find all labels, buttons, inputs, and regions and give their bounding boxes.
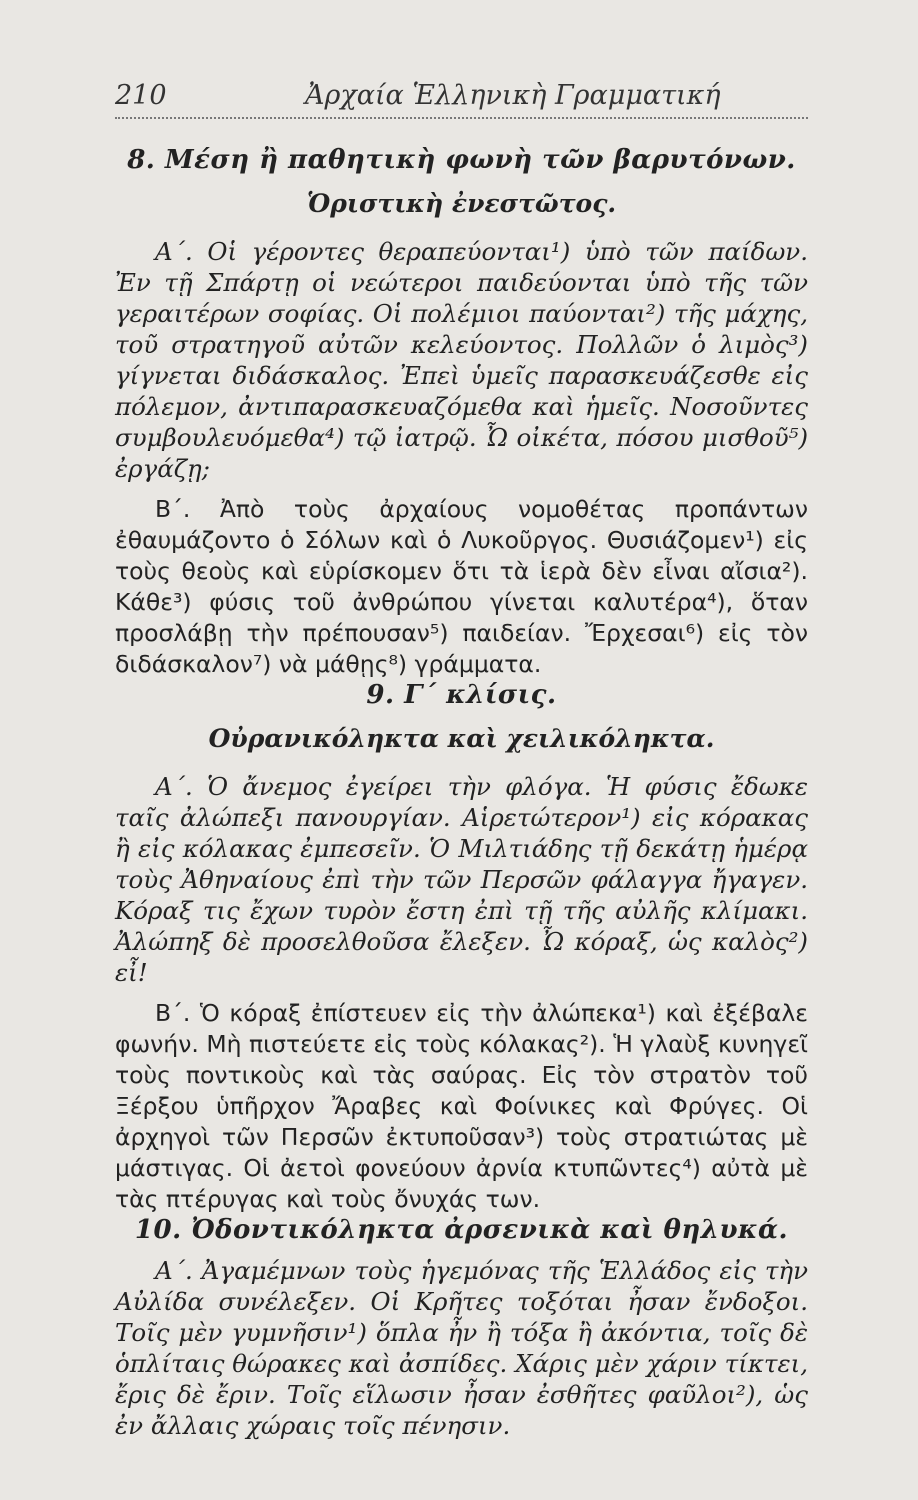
section-9-exercise-a: Α΄. Ὁ ἄνεμος ἐγείρει τὴν φλόγα. Ἡ φύσις ἔδωκε ταῖς ἀλώπεξι πανουργίαν. Αἱρετώτερον¹) εἰς κόρακας ἢ εἰς κόλακας ἐμπεσεῖν. Ὁ Μιλτιάδης τῇ δεκάτῃ ἡμέρᾳ τοὺς Ἀθηναίους ἐπὶ τὴν τῶν Περσῶν φάλαγγα ἤγαγεν. Κόραξ τις ἔχων τυρὸν ἔστη ἐπὶ τῇ τῆς αὐλῆς κλίμακι. Ἀλώπηξ δὲ προσελθοῦσα ἔλεξεν. Ὦ κόραξ, ὡς καλὸς²) εἶ! — [115, 772, 808, 987]
section-9-title: 9. Γ΄ κλίσις. — [366, 680, 557, 710]
running-title: Ἀρχαία Ἑλληνικὴ Γραμματική — [305, 80, 721, 111]
running-header — [115, 80, 808, 119]
section-8-subtitle: Ὁριστικὴ ἐνεστῶτος. — [306, 189, 617, 218]
section-9-subtitle: Οὐρανικόληκτα καὶ χειλικόληκτα. — [208, 724, 715, 753]
section-10-exercise-a: Α΄. Ἀγαμέμνων τοὺς ἡγεμόνας τῆς Ἑλλάδος εἰς τὴν Αὐλίδα συνέλεξεν. Οἱ Κρῆτες τοξόται ἦσαν ἔνδοξοι. Τοῖς μὲν γυμνῆσιν¹) ὅπλα ἦν ἢ τόξα ἢ ἀκόντια, τοῖς δὲ ὁπλίταις θώρακες καὶ ἀσπίδες. Χάρις μὲν χάριν τίκτει, ἔρις δὲ ἔριν. Τοῖς εἵλωσιν ἦσαν ἐσθῆτες φαῦλοι²), ὡς ἐν ἄλλαις χώραις τοῖς πένησιν. — [115, 1256, 808, 1440]
section-10-title: 10. Ὀδοντικόληκτα ἀρσενικὰ καὶ θηλυκά. — [134, 1215, 789, 1245]
page-number: 210 — [115, 80, 167, 111]
section-8-title: 8. Μέση ἢ παθητικὴ φωνὴ τῶν βαρυτόνων. — [127, 145, 796, 175]
section-8-exercise-a: Α΄. Οἱ γέροντες θεραπεύονται¹) ὑπὸ τῶν παίδων. Ἐν τῇ Σπάρτῃ οἱ νεώτεροι παιδεύονται ὑπὸ τῆς τῶν γεραιτέρων σοφίας. Οἱ πολέμιοι παύονται²) τῆς μάχης, τοῦ στρατηγοῦ αὐτῶν κελεύοντος. Πολλῶν ὁ λιμὸς³) γίγνεται διδάσκαλος. Ἐπεὶ ὑμεῖς παρασκευάζεσθε εἰς πόλεμον, ἀντιπαρασκευαζόμεθα καὶ ἡμεῖς. Νοσοῦντες συμβουλευόμεθα⁴) τῷ ἰατρῷ. Ὦ οἰκέτα, πόσου μισθοῦ⁵) ἐργάζῃ; — [115, 237, 808, 483]
section-9-exercise-b: Β΄. Ὁ κόραξ ἐπίστευεν εἰς τὴν ἀλώπεκα¹) καὶ ἐξέβαλε φωνήν. Μὴ πιστεύετε εἰς τοὺς κόλακας²). Ἡ γλαὺξ κυνηγεῖ τοὺς ποντικοὺς καὶ τὰς σαύρας. Εἰς τὸν στρατὸν τοῦ Ξέρξου ὑπῆρχον Ἄραβες καὶ Φοίνικες καὶ Φρύγες. Οἱ ἀρχηγοὶ τῶν Περσῶν ἐκτυποῦσαν³) τοὺς στρατιώτας μὲ μάστιγας. Οἱ ἀετοὶ φονεύουν ἀρνία κτυπῶντες⁴) αὐτὰ μὲ τὰς πτέρυγας καὶ τοὺς ὄνυχάς των. — [115, 999, 808, 1213]
section-8-exercise-b: Β΄. Ἀπὸ τοὺς ἀρχαίους νομοθέτας προπάντων ἐθαυμάζοντο ὁ Σόλων καὶ ὁ Λυκοῦργος. Θυσιάζομεν¹) εἰς τοὺς θεοὺς καὶ εὑρίσκομεν ὅτι τὰ ἱερὰ δὲν εἶναι αἴσια²). Κάθε³) φύσις τοῦ ἀνθρώπου γίνεται καλυτέρα⁴), ὅταν προσλάβῃ τὴν πρέπουσαν⁵) παιδείαν. Ἔρχεσαι⁶) εἰς τὸν διδάσκαλον⁷) νὰ μάθῃς⁸) γράμματα. — [115, 495, 808, 678]
